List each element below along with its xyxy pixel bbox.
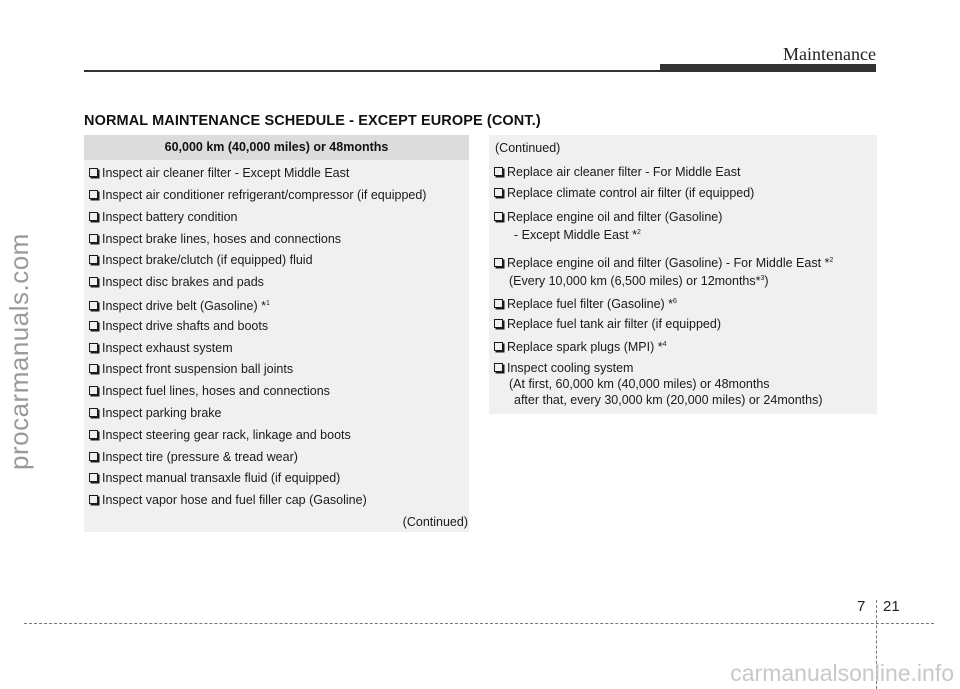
side-watermark: procarmanuals.com bbox=[4, 233, 34, 470]
list-item: Inspect exhaust system bbox=[89, 340, 233, 356]
right-schedule-panel bbox=[489, 135, 877, 414]
list-item: Inspect steering gear rack, linkage and boots bbox=[89, 427, 351, 443]
checkbox-icon bbox=[494, 188, 503, 197]
list-item: Replace spark plugs (MPI) *$^4$ bbox=[494, 337, 667, 355]
continued-label: (Continued) bbox=[495, 141, 561, 155]
checkbox-icon bbox=[494, 299, 503, 308]
list-item: Inspect brake/clutch (if equipped) fluid bbox=[89, 252, 313, 268]
list-item: Replace air cleaner filter - For Middle East bbox=[494, 164, 740, 180]
section-title: Maintenance bbox=[783, 44, 876, 64]
list-item: Inspect parking brake bbox=[89, 405, 222, 421]
list-item: Replace climate control air filter (if equipped) bbox=[494, 185, 754, 201]
list-item: Inspect disc brakes and pads bbox=[89, 274, 264, 290]
checkbox-icon bbox=[89, 321, 98, 330]
checkbox-icon bbox=[494, 258, 503, 267]
checkbox-icon bbox=[89, 452, 98, 461]
checkbox-icon bbox=[89, 277, 98, 286]
continued-label: (Continued) bbox=[402, 515, 468, 529]
checkbox-icon bbox=[89, 212, 98, 221]
list-item: Replace fuel tank air filter (if equipped) bbox=[494, 316, 721, 332]
list-item: Inspect brake lines, hoses and connections bbox=[89, 231, 341, 247]
list-item: Inspect air cleaner filter - Except Middle East bbox=[89, 165, 349, 181]
list-item: Inspect drive shafts and boots bbox=[89, 318, 268, 334]
checkbox-icon bbox=[494, 342, 503, 351]
list-item: Inspect vapor hose and fuel filler cap (Gasoline) bbox=[89, 492, 367, 508]
header-bar bbox=[660, 64, 876, 72]
list-item: Replace fuel filter (Gasoline) *$^6$ bbox=[494, 294, 677, 312]
list-item: Inspect air conditioner refrigerant/compressor (if equipped) bbox=[89, 187, 426, 203]
checkbox-icon bbox=[89, 473, 98, 482]
checkbox-icon bbox=[89, 408, 98, 417]
checkbox-icon bbox=[89, 364, 98, 373]
list-item: Inspect manual transaxle fluid (if equipped) bbox=[89, 470, 340, 486]
list-item: Inspect front suspension ball joints bbox=[89, 361, 293, 377]
checkbox-icon bbox=[89, 190, 98, 199]
checkbox-icon bbox=[89, 386, 98, 395]
checkbox-icon bbox=[89, 430, 98, 439]
checkbox-icon bbox=[89, 301, 98, 310]
checkbox-icon bbox=[494, 167, 503, 176]
checkbox-icon bbox=[494, 363, 503, 372]
checkbox-icon bbox=[89, 343, 98, 352]
interval-header: 60,000 km (40,000 miles) or 48months bbox=[84, 135, 469, 160]
list-item: Inspect fuel lines, hoses and connections bbox=[89, 383, 330, 399]
bottom-watermark: carmanualsonline.info bbox=[730, 660, 954, 686]
list-item: Replace engine oil and filter (Gasoline) - For Middle East *$^2$ (Every 10,000 km (6,500 miles) or 12months*$^3$) bbox=[494, 253, 833, 289]
checkbox-icon bbox=[89, 168, 98, 177]
list-item: Inspect drive belt (Gasoline) *$^1$ bbox=[89, 296, 270, 314]
checkbox-icon bbox=[494, 212, 503, 221]
list-item: Replace engine oil and filter (Gasoline) - Except Middle East *$^2$ bbox=[494, 209, 722, 243]
chapter-number: 7 bbox=[857, 598, 866, 615]
checkbox-icon bbox=[89, 495, 98, 504]
checkbox-icon bbox=[89, 234, 98, 243]
checkbox-icon bbox=[89, 255, 98, 264]
list-item: Inspect battery condition bbox=[89, 209, 238, 225]
page-number: 21 bbox=[883, 598, 900, 615]
page-heading: NORMAL MAINTENANCE SCHEDULE - EXCEPT EUROPE (CONT.) bbox=[84, 113, 541, 129]
header-rule bbox=[84, 70, 660, 72]
footer-divider bbox=[24, 623, 934, 624]
left-schedule-panel bbox=[84, 135, 469, 532]
list-item: Inspect cooling system (At first, 60,000 km (40,000 miles) or 48months after that, every 30,000 km (20,000 miles) or 24months) bbox=[494, 360, 822, 408]
checkbox-icon bbox=[494, 319, 503, 328]
list-item: Inspect tire (pressure & tread wear) bbox=[89, 449, 298, 465]
